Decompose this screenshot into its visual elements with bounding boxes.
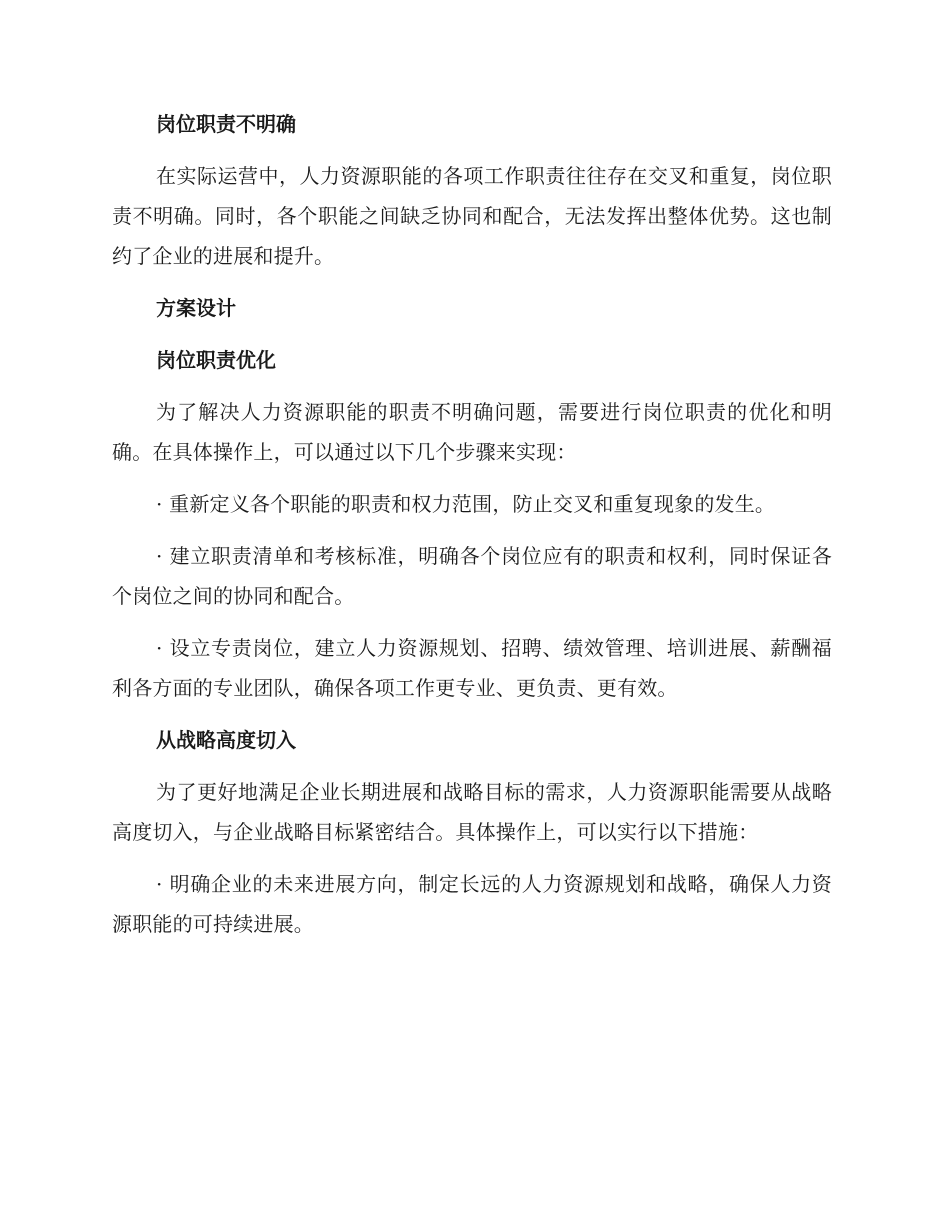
bullet-item-dedicated-positions: · 设立专责岗位，建立人力资源规划、招聘、绩效管理、培训进展、薪酬福利各方面的专业团队，确保各项工作更专业、更负责、更有效。	[112, 636, 832, 700]
section-heading-duty-optimization: 岗位职责优化	[156, 348, 276, 372]
bullet-item-future-direction: · 明确企业的未来进展方向，制定长远的人力资源规划和战略，确保人力资源职能的可持续进展。	[112, 872, 832, 936]
bullet-item-redefine-duties: · 重新定义各个职能的职责和权力范围，防止交叉和重复现象的发生。	[156, 492, 776, 516]
paragraph-strategic-intro: 为了更好地满足企业长期进展和战略目标的需求，人力资源职能需要从战略高度切入，与企业战略目标紧密结合。具体操作上，可以实行以下措施：	[112, 780, 832, 844]
section-heading-plan-design: 方案设计	[156, 296, 236, 320]
section-heading-strategic-level: 从战略高度切入	[156, 728, 296, 752]
paragraph-duty-optimization-intro: 为了解决人力资源职能的职责不明确问题，需要进行岗位职责的优化和明确。在具体操作上，可以通过以下几个步骤来实现：	[112, 400, 832, 464]
bullet-item-duty-list: · 建立职责清单和考核标准，明确各个岗位应有的职责和权利，同时保证各个岗位之间的协同和配合。	[112, 544, 832, 608]
document-page	[112, 104, 832, 956]
section-heading-unclear-duties: 岗位职责不明确	[156, 112, 296, 136]
paragraph-unclear-duties: 在实际运营中，人力资源职能的各项工作职责往往存在交叉和重复，岗位职责不明确。同时，各个职能之间缺乏协同和配合，无法发挥出整体优势。这也制约了企业的进展和提升。	[112, 164, 832, 268]
